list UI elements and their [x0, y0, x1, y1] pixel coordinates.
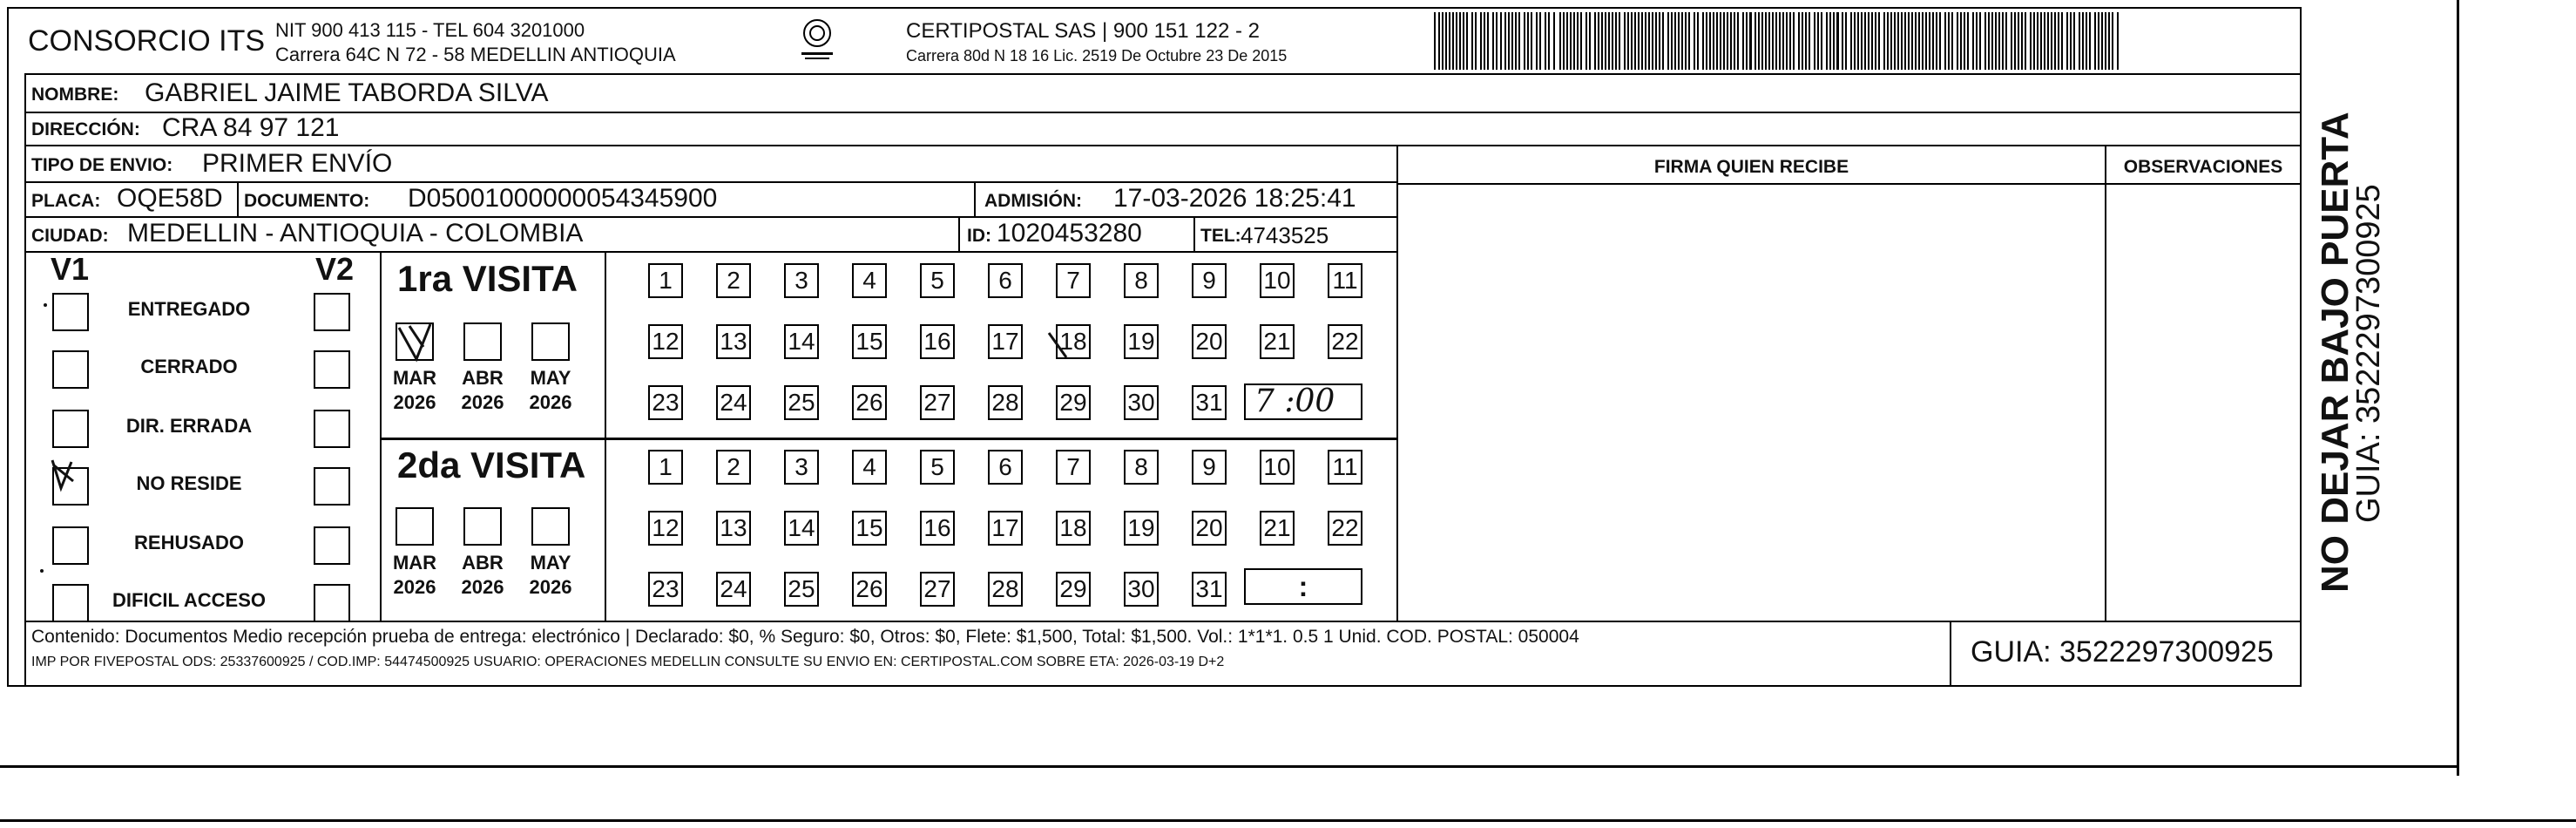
day-box[interactable]: 8 [1124, 263, 1159, 298]
month-label: MAR [392, 552, 437, 573]
status-label: DIFICIL ACCESO [112, 589, 266, 611]
side-guia: GUIA: 3522297300925 [2350, 184, 2387, 523]
carrier-address: Carrera 80d N 18 16 Lic. 2519 De Octubre 23 De 2015 [906, 47, 1288, 64]
id-label: ID: [967, 226, 991, 246]
day-box[interactable]: 3 [784, 263, 819, 298]
v2-header: V2 [315, 251, 355, 287]
firma-header: FIRMA QUIEN RECIBE [1653, 157, 1849, 177]
day-box[interactable]: 22 [1328, 324, 1362, 359]
direccion-label: DIRECCIÓN: [31, 119, 140, 139]
day-box[interactable]: 25 [784, 385, 819, 420]
direccion-value: CRA 84 97 121 [162, 113, 340, 142]
month-label: ABR [462, 552, 504, 573]
status-label: REHUSADO [134, 532, 244, 553]
tipo-value: PRIMER ENVÍO [202, 149, 393, 178]
day-box[interactable]: 23 [648, 385, 683, 420]
footer-imp: IMP POR FIVEPOSTAL ODS: 25337600925 / COD.IMP: 54474500925 USUARIO: OPERACIONES MEDELLIN CONSULTE SU ENVIO EN: CERTIPOSTAL.COM SOBRE ETA: 2026-03-19 D+2 [31, 655, 1225, 669]
year-label: 2026 [529, 391, 572, 413]
side-warning: NO DEJAR BAJO PUERTA [2314, 112, 2356, 593]
day-box[interactable]: 13 [716, 324, 751, 359]
day-box[interactable]: 10 [1260, 263, 1295, 298]
company-name: CONSORCIO ITS [28, 24, 266, 58]
checkmark-no-reside-v1 [52, 460, 73, 488]
day-box[interactable]: 13 [716, 511, 751, 546]
status-label: NO RESIDE [136, 472, 242, 494]
day-box[interactable]: 11 [1328, 450, 1362, 485]
year-label: 2026 [461, 576, 504, 598]
checkmark-month-mar-first [399, 324, 430, 359]
day-box[interactable]: 29 [1056, 385, 1091, 420]
month-label: MAR [392, 367, 437, 389]
day-box[interactable]: 21 [1260, 511, 1295, 546]
id-value: 1020453280 [997, 219, 1142, 248]
day-box[interactable]: 1 [648, 450, 683, 485]
checkmark-day-18-first [1049, 333, 1066, 357]
day-box[interactable]: 19 [1124, 511, 1159, 546]
day-box[interactable]: 12 [648, 511, 683, 546]
day-box[interactable]: 4 [852, 263, 887, 298]
day-box[interactable]: 20 [1192, 511, 1227, 546]
day-box[interactable]: 4 [852, 450, 887, 485]
second-visit-title: 2da VISITA [397, 445, 586, 485]
company-nit: NIT 900 413 115 - TEL 604 3201000 [275, 19, 585, 41]
day-box[interactable]: 12 [648, 324, 683, 359]
footer-guia: GUIA: 3522297300925 [1971, 635, 2274, 669]
day-box[interactable]: 30 [1124, 572, 1159, 607]
day-box[interactable]: 26 [852, 385, 887, 420]
day-box[interactable]: 31 [1192, 385, 1227, 420]
day-box[interactable]: 15 [852, 324, 887, 359]
nombre-value: GABRIEL JAIME TABORDA SILVA [145, 78, 549, 107]
stray-mark-2 [40, 569, 44, 573]
placa-value: OQE58D [117, 184, 223, 213]
day-box[interactable]: 23 [648, 572, 683, 607]
company-address: Carrera 64C N 72 - 58 MEDELLIN ANTIOQUIA [275, 44, 676, 65]
day-box[interactable]: 9 [1192, 263, 1227, 298]
first-visit-title: 1ra VISITA [397, 258, 578, 299]
tipo-label: TIPO DE ENVIO: [31, 155, 173, 175]
day-box[interactable]: 21 [1260, 324, 1295, 359]
day-box[interactable]: 2 [716, 450, 751, 485]
day-box[interactable]: 15 [852, 511, 887, 546]
day-box[interactable]: 10 [1260, 450, 1295, 485]
day-box[interactable]: 20 [1192, 324, 1227, 359]
day-box[interactable]: 14 [784, 324, 819, 359]
month-label: ABR [462, 367, 504, 389]
day-box[interactable]: 6 [988, 450, 1023, 485]
documento-label: DOCUMENTO: [244, 191, 370, 211]
day-box[interactable]: 5 [920, 263, 955, 298]
second-visit-time: : [1298, 571, 1308, 602]
day-box[interactable]: 29 [1056, 572, 1091, 607]
day-box[interactable]: 18 [1056, 511, 1091, 546]
day-box[interactable]: 2 [716, 263, 751, 298]
first-visit-time: 7 :00 [1254, 383, 1335, 419]
day-box[interactable]: 27 [920, 385, 955, 420]
day-box[interactable]: 17 [988, 324, 1023, 359]
day-box[interactable]: 17 [988, 511, 1023, 546]
day-box[interactable]: 14 [784, 511, 819, 546]
day-box[interactable]: 25 [784, 572, 819, 607]
day-box[interactable]: 24 [716, 385, 751, 420]
status-label: CERRADO [140, 356, 238, 377]
status-label: DIR. ERRADA [125, 415, 253, 437]
day-box[interactable]: 16 [920, 324, 955, 359]
ciudad-value: MEDELLIN - ANTIOQUIA - COLOMBIA [127, 219, 584, 248]
year-label: 2026 [393, 576, 436, 598]
day-box[interactable]: 19 [1124, 324, 1159, 359]
observaciones-header: OBSERVACIONES [2123, 157, 2283, 177]
placa-label: PLACA: [31, 191, 101, 211]
footer-contents: Contenido: Documentos Medio recepción prueba de entrega: electrónico | Declarado: $0, % Seguro: $0, Otros: $0, Flete: $1,500, Total: $1,500. Vol.: 1*1*1. 0.5 1 Unid. COD. POSTAL: 050004 [31, 627, 1579, 647]
day-box[interactable]: 26 [852, 572, 887, 607]
month-label: MAY [530, 367, 571, 389]
v1-header: V1 [51, 251, 90, 287]
day-box[interactable]: 1 [648, 263, 683, 298]
ciudad-label: CIUDAD: [31, 226, 109, 246]
day-box[interactable]: 7 [1056, 450, 1091, 485]
day-box[interactable]: 3 [784, 450, 819, 485]
day-box[interactable]: 18 [1056, 324, 1091, 359]
documento-value: D05001000000054345900 [408, 184, 718, 213]
year-label: 2026 [393, 391, 436, 413]
day-box[interactable]: 28 [988, 572, 1023, 607]
nombre-label: NOMBRE: [31, 85, 119, 105]
year-label: 2026 [461, 391, 504, 413]
day-box[interactable]: 16 [920, 511, 955, 546]
day-box[interactable]: 9 [1192, 450, 1227, 485]
day-box[interactable]: 8 [1124, 450, 1159, 485]
day-box[interactable]: 22 [1328, 511, 1362, 546]
day-box[interactable]: 28 [988, 385, 1023, 420]
day-box[interactable]: 6 [988, 263, 1023, 298]
tel-label: TEL: [1200, 226, 1241, 246]
day-box[interactable]: 11 [1328, 263, 1362, 298]
day-box[interactable]: 30 [1124, 385, 1159, 420]
day-box[interactable]: 7 [1056, 263, 1091, 298]
status-label: ENTREGADO [127, 298, 251, 320]
day-box[interactable]: 5 [920, 450, 955, 485]
admision-label: ADMISIÓN: [984, 191, 1082, 211]
admision-value: 17-03-2026 18:25:41 [1113, 184, 1356, 213]
stray-mark-1 [44, 303, 47, 307]
year-label: 2026 [529, 576, 572, 598]
carrier-name: CERTIPOSTAL SAS | 900 151 122 - 2 [906, 19, 1260, 43]
tel-value: 4743525 [1241, 222, 1329, 248]
day-box[interactable]: 27 [920, 572, 955, 607]
day-box[interactable]: 31 [1192, 572, 1227, 607]
day-box[interactable]: 24 [716, 572, 751, 607]
month-label: MAY [530, 552, 571, 573]
